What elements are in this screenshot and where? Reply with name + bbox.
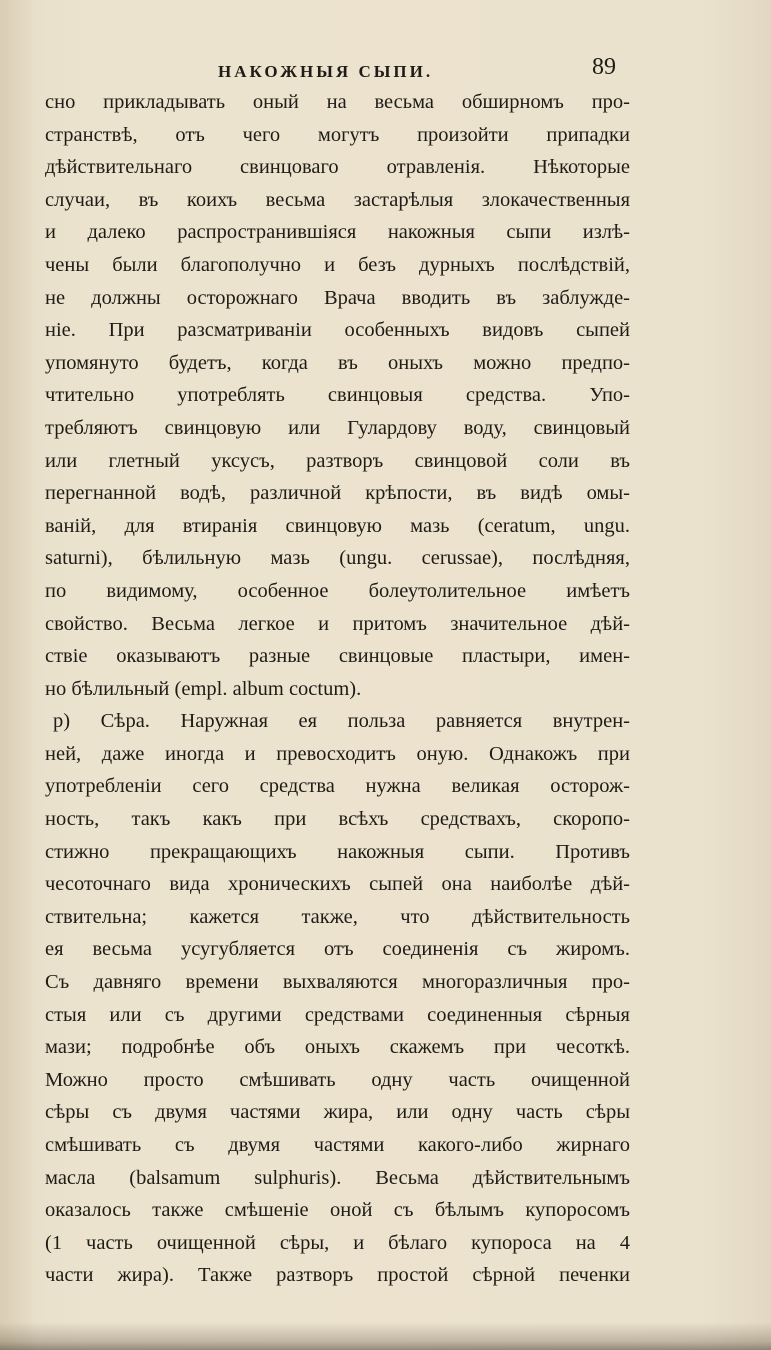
text-line: ея весьма усугубляется отъ соединенія съ жиромъ.	[45, 938, 630, 961]
page-bottom-edge	[0, 1322, 771, 1350]
text-line: р) Сѣра. Наружная ея польза равняется внутрен-	[53, 710, 630, 733]
text-line: (1 часть очищенной сѣры, и бѣлаго купороса на 4	[45, 1231, 630, 1254]
text-line: или глетный уксусъ, разтворъ свинцовой соли въ	[45, 449, 630, 472]
text-line: странствѣ, отъ чего могутъ произойти припадки	[45, 123, 630, 146]
text-line: чесоточнаго вида хроническихъ сыпей она наиболѣе дѣй-	[45, 873, 630, 896]
text-line: чены были благополучно и безъ дурныхъ послѣдствій,	[45, 253, 630, 276]
text-line: чтительно употреблять свинцовыя средства. Упо-	[45, 384, 630, 407]
text-line: не должны осторожнаго Врача вводить въ заблужде-	[45, 286, 630, 309]
text-line: ствіе оказываютъ разные свинцовые пластыри, имен-	[45, 645, 630, 668]
text-line: требляютъ свинцовую или Гулардову воду, свинцовый	[45, 416, 630, 439]
text-line: стыя или съ другими средствами соединенныя сѣрныя	[45, 1003, 630, 1026]
text-line: ствительна; кажется также, что дѣйствительность	[45, 905, 630, 928]
text-line: упомянуто будетъ, когда въ оныхъ можно предпо-	[45, 351, 630, 374]
page-number: 89	[592, 54, 616, 80]
text-line: смѣшивать съ двумя частями какого-либо жирнаго	[45, 1134, 630, 1156]
text-line: ваній, для втиранія свинцовую мазь (ceratum, ungu.	[45, 514, 630, 537]
text-line: ность, такъ какъ при всѣхъ средствахъ, скоропо-	[45, 808, 630, 831]
text-line: сно прикладывать оный на весьма обширномъ про-	[45, 91, 630, 113]
text-line: ніе. При разсматриваніи особенныхъ видовъ сыпей	[45, 319, 630, 342]
text-line: случаи, въ коихъ весьма застарѣлыя злокачественныя	[45, 188, 630, 211]
text-line: Съ давняго времени выхваляются многоразличныя про-	[45, 971, 630, 994]
running-head: НАКОЖНЫЯ СЫПИ.	[218, 62, 434, 81]
text-line: дѣйствительнаго свинцоваго отравленія. Нѣкоторые	[45, 156, 630, 179]
text-line: ней, даже иногда и превосходитъ оную. Однакожъ при	[45, 742, 630, 765]
text-line: сѣры съ двумя частями жира, или одну часть сѣры	[45, 1101, 630, 1124]
text-line: Можно просто смѣшивать одну часть очищенной	[45, 1068, 630, 1091]
text-line: и далеко распространившіяся накожныя сыпи излѣ-	[45, 221, 630, 244]
text-line: стижно прекращающихъ накожныя сыпи. Противъ	[45, 840, 630, 863]
text-line: но бѣлильный (empl. album coctum).	[45, 677, 362, 700]
text-line: оказалось также смѣшеніе оной съ бѣлымъ купоросомъ	[45, 1199, 630, 1222]
text-line: свойство. Весьма легкое и притомъ значительное дѣй-	[45, 612, 630, 635]
text-line: по видимому, особенное болеутолительное имѣетъ	[45, 579, 630, 602]
text-line: части жира). Также разтворъ простой сѣрной печенки	[45, 1264, 630, 1287]
body-text	[45, 86, 630, 1292]
text-line: мази; подробнѣе объ оныхъ скажемъ при чесоткѣ.	[45, 1036, 630, 1059]
text-line: масла (balsamum sulphuris). Весьма дѣйствительнымъ	[45, 1166, 630, 1189]
text-line: употребленіи сего средства нужна великая осторож-	[45, 775, 630, 798]
text-line: saturni), бѣлильную мазь (ungu. cerussae), послѣдняя,	[45, 547, 630, 570]
text-line: перегнанной водѣ, различной крѣпости, въ видѣ омы-	[45, 482, 630, 505]
